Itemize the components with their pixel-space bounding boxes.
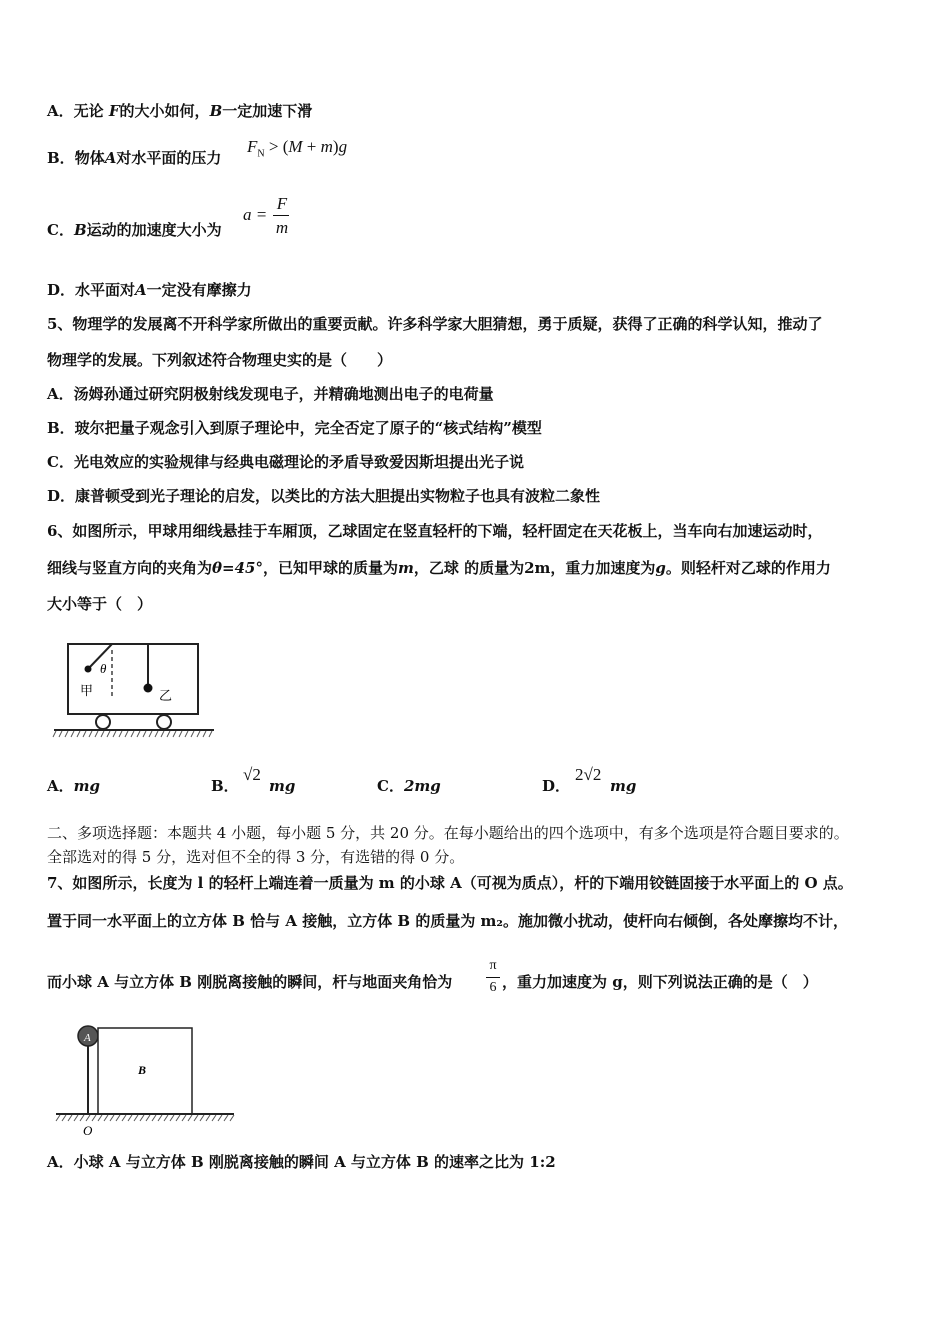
q7-line3a: 而小球 A 与立方体 B 刚脱离接触的瞬间，杆与地面夹角恰为 [47,973,453,991]
q6-line1: 6、如图所示，甲球用细线悬挂于车厢顶，乙球固定在竖直轻杆的下端，轻杆固定在天花板上，当车向右加速运动时， [47,522,823,540]
ball-a-label: A [84,1032,91,1044]
q6-line3: 大小等于（ ） [47,595,153,613]
q6-cart-figure [52,638,217,740]
q7-frac-den: 6 [489,980,497,995]
q6-option-a: A．mg [47,777,101,795]
q4-option-c: C．B运动的加速度大小为 [47,221,222,239]
q5-stem-line1: 5、物理学的发展离不开科学家所做出的重要贡献。许多科学家大胆猜想，勇于质疑，获得了正确的科学认知，推动了 [47,315,823,333]
q6-line2: 细线与竖直方向的夹角为θ=45°，已知甲球的质量为m，乙球 的质量为2m，重力加速度为g。则轻杆对乙球的作用力 [47,559,831,577]
jia-label: 甲 [80,684,94,699]
q7-line1: 7、如图所示，长度为 l 的轻杆上端连着一质量为 m 的小球 A（可视为质点），杆的下端用铰链固接于水平面上的 O 点。 [47,874,853,892]
yi-label: 乙 [159,689,173,704]
q6-option-c: C．2mg [377,777,441,795]
q6-option-b-label: B． [211,777,239,795]
q6-option-b-coef: √2 [243,765,261,784]
q7-option-a: A．小球 A 与立方体 B 刚脱离接触的瞬间 A 与立方体 B 的速率之比为 1:2 [47,1153,556,1171]
cart-body [68,644,198,714]
fraction-bar [486,977,500,978]
q4-option-d: D．水平面对A一定没有摩擦力 [47,281,252,299]
wheel-right [157,715,171,729]
q7-rod-cube-figure [52,1020,242,1140]
section2-line2: 全部选对的得 5 分，选对但不全的得 3 分，有选错的得 0 分。 [47,848,465,866]
q4-option-b-formula: $F_N > (M + m)g$ [247,137,348,160]
theta-label: θ [100,661,107,676]
q6-option-d-label: D． [542,777,571,795]
q7-frac-num: π [489,958,497,973]
ball-jia [85,666,92,673]
q7-line3b: ，重力加速度为 g，则下列说法正确的是（ ） [502,973,818,991]
q4-option-c-den: m [275,218,289,237]
q5-option-d: D．康普顿受到光子理论的启发，以类比的方法大胆提出实物粒子也具有波粒二象性 [47,487,601,505]
q4-option-b: B．物体A对水平面的压力 [47,149,222,167]
q5-stem-line2: 物理学的发展。下列叙述符合物理史实的是（ ） [47,351,393,369]
q4-option-c-lhs: a = [243,205,268,224]
q6-option-b-val: mg [269,777,296,795]
ground-hatch [56,1115,234,1121]
q5-option-b: B．玻尔把量子观念引入到原子理论中，完全否定了原子的“核式结构”模型 [47,419,542,437]
fraction-bar [273,215,289,216]
q5-option-c: C．光电效应的实验规律与经典电磁理论的矛盾导致爱因斯坦提出光子说 [47,453,524,471]
ball-yi [144,684,153,693]
q7-line2: 置于同一水平面上的立方体 B 恰与 A 接触，立方体 B 的质量为 m₂。施加微小扰动，使杆向右倾倒，各处摩擦均不计， [47,912,848,930]
q4-option-a: A．无论 F的大小如何，B一定加速下滑 [47,102,313,120]
q4-option-c-num: F [276,194,288,213]
q5-option-a: A．汤姆孙通过研究阴极射线发现电子，并精确地测出电子的电荷量 [47,385,494,403]
cube-b-label: B [138,1063,147,1077]
section2-line1: 二、多项选择题：本题共 4 小题，每小题 5 分，共 20 分。在每小题给出的四个选项中，有多个选项是符合题目要求的。 [47,824,849,842]
ground-hatch [53,731,212,737]
q6-option-d-val: mg [610,777,637,795]
wheel-left [96,715,110,729]
point-o-label: O [83,1123,93,1138]
q6-option-d-coef: 2√2 [575,765,602,784]
